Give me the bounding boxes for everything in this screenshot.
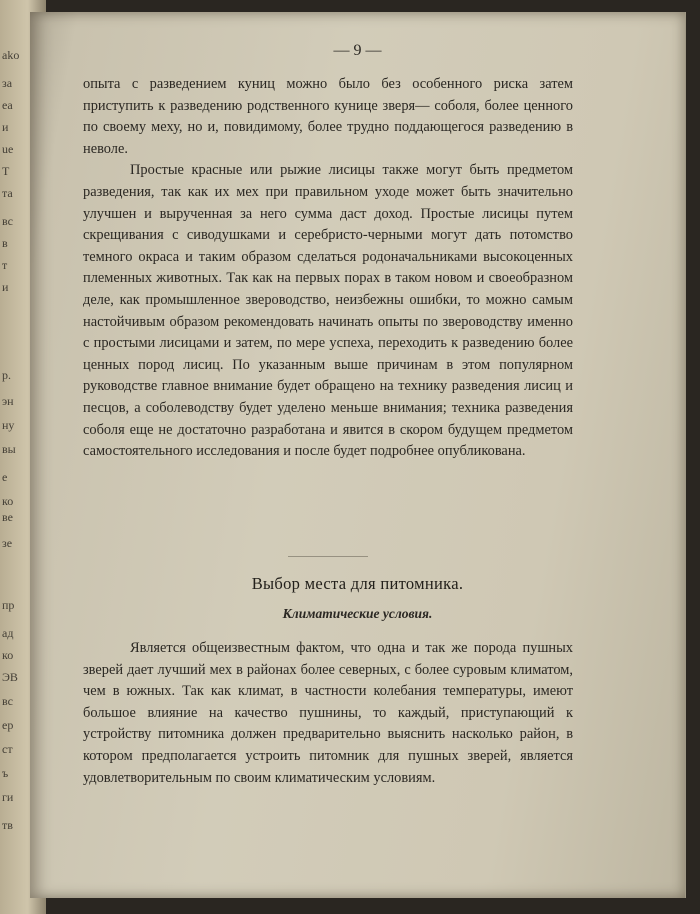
left-page-fragment: вс — [2, 694, 13, 708]
left-page-fragment: ко — [2, 648, 14, 662]
left-page-fragment: ue — [2, 142, 14, 156]
left-page-fragment: ea — [2, 98, 13, 112]
left-page-fragment: эн — [2, 394, 14, 408]
left-page-fragment: е — [2, 470, 8, 484]
left-page-fragment: ЭВ — [2, 670, 18, 684]
left-page-fragment: и — [2, 280, 9, 294]
left-page-fragment: ст — [2, 742, 13, 756]
body-text — [83, 74, 573, 463]
left-page-fragment: р. — [2, 368, 11, 382]
left-page-fragment: ну — [2, 418, 15, 432]
section-divider — [288, 556, 368, 557]
left-page-fragment: тв — [2, 818, 13, 832]
left-page-fragment: ъ — [2, 766, 9, 780]
section-paragraph: Является общеизвестным фактом, что одна и так же порода пушных зверей дает лучший мех в районах более северных, с более суровым климатом, чем в южных. Так как климат, в частности колебания температуры, имеют большое влияние на качество пушнины, то каждый, приступающий к устройству питомника должен предварительно выяснить насколько район, в котором предполагается устроить питомник для пушных зверей, является удовлетворительным по своим климатическим условиям. — [83, 640, 573, 786]
left-page-fragment: и — [2, 120, 9, 134]
left-page-fragment: пр — [2, 598, 15, 612]
left-page-fragment: T — [2, 164, 10, 178]
section-subtitle: Климатические условия. — [282, 606, 433, 621]
page-number: — 9 — — [333, 42, 382, 59]
left-page-fragment: ер — [2, 718, 14, 732]
left-page-fragment: т — [2, 258, 8, 272]
left-page-fragment: ako — [2, 48, 20, 62]
section-title: Выбор места для питомника. — [251, 574, 464, 593]
left-page-fragment: зе — [2, 536, 13, 550]
book-page — [30, 12, 686, 898]
paragraph-1: опыта с разведением куниц можно было без особенного риска затем приступить к разведению родственного кунице зверя— соболя, более ценного по своему меху, но и, повидимому, более трудно поддающегося разведению в неволе. — [83, 76, 573, 157]
left-page-fragment: ги — [2, 790, 14, 804]
left-page-fragment: ве — [2, 510, 13, 524]
left-page-fragment: ко — [2, 494, 14, 508]
paragraph-2: Простые красные или рыжие лисицы также могут быть предметом разведения, так как их мех при правильном уходе может быть значительно улучшен и вырученная за него сумма даст доход. Простые лисицы путем скрещивания с сиводушками и серебристо-черными могут дать потомство темного окраса и таким образом сделаться родоначальниками высокоценных племенных животных. Так как на первых порах в таком новом и своеобразном деле, как промышленное звероводство, неизбежны ошибки, то можно самым настойчивым образом рекомендовать начинать опыты по звероводству именно с простыми лисицами и затем, по мере успеха, переходить к разведению более ценных пород лисиц. По указанным выше причинам в этом популярном руководстве главное внимание будет обращено на технику разведения лисиц и песцов, а соболеводству будет уделено меньше внимания; техника разведения соболя еще не достаточно разработана и явится в скором будущем предметом самостоятельного исследования и после будет подробнее опубликована. — [83, 162, 573, 460]
left-page-fragment: ад — [2, 626, 14, 640]
left-page-fragment: вы — [2, 442, 16, 456]
left-page-fragment: та — [2, 186, 13, 200]
left-page-fragment: в — [2, 236, 8, 250]
left-page-fragment: вс — [2, 214, 13, 228]
left-page-fragment: за — [2, 76, 13, 90]
